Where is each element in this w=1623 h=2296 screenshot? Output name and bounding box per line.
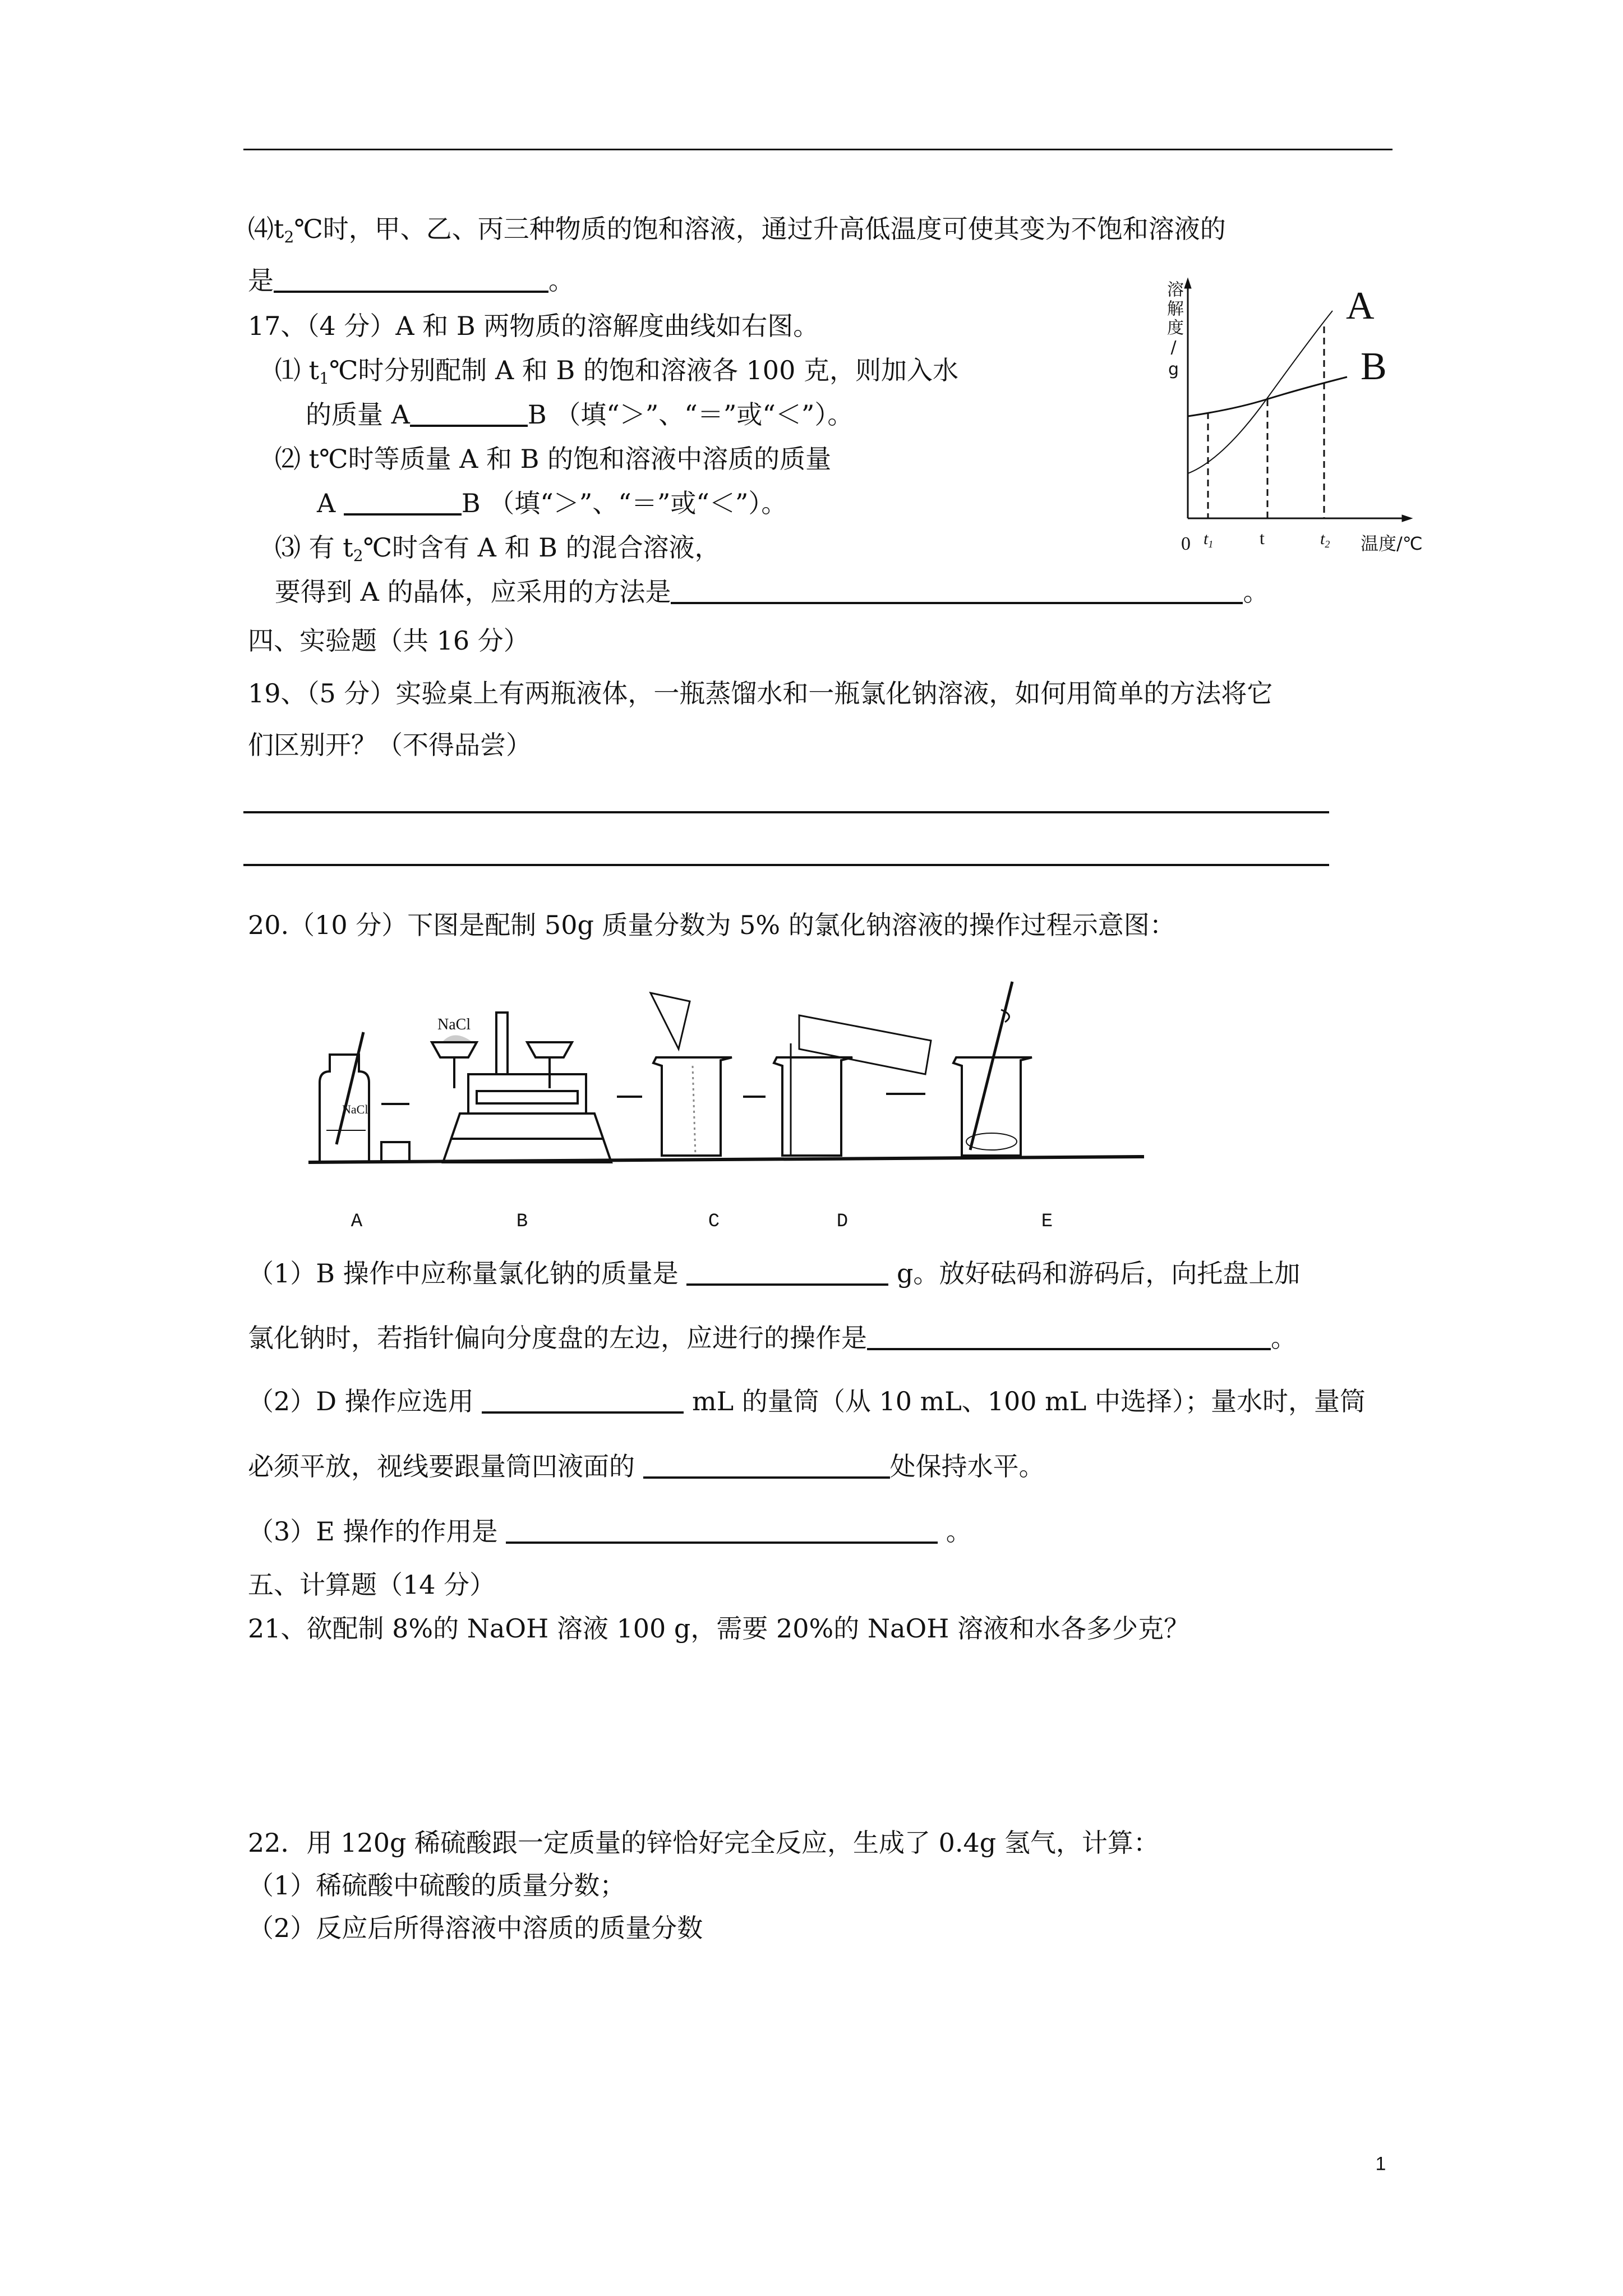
q22-title: 22．用 120g 稀硫酸跟一定质量的锌恰好完全反应，生成了 0.4g 氢气，计算： — [248, 1828, 1159, 1858]
text: ℃时，甲、乙、丙三种物质的饱和溶液，通过升高低温度可使其变为不饱和溶液的 — [294, 214, 1226, 244]
q21: 21、欲配制 8%的 NaOH 溶液 100 g，需要 20%的 NaOH 溶液和水各多少克？ — [248, 1613, 1189, 1644]
curve-A — [1188, 311, 1332, 473]
beaker-with-stirring-rod-icon — [953, 982, 1032, 1156]
table-line — [308, 1157, 1144, 1162]
text: ⑶ 有 t — [275, 532, 353, 563]
q17-p3-cont — [275, 575, 1269, 609]
text: ℃时分别配制 A 和 B 的饱和溶液各 100 克，则加入水 — [329, 355, 958, 385]
balance-icon — [432, 1013, 611, 1162]
y-axis-arrow — [1184, 278, 1191, 288]
page-number: 1 — [1375, 2153, 1386, 2175]
answer-blank[interactable] — [506, 1517, 938, 1544]
text: 的质量 A — [306, 399, 410, 430]
text: 。 — [548, 265, 574, 296]
text: 要得到 A 的晶体，应采用的方法是 — [275, 577, 671, 607]
text: 。 — [938, 1516, 972, 1547]
text: B （填“＞”、“＝”或“＜”）。 — [461, 488, 787, 518]
tick-subscript: 1 — [1208, 539, 1214, 550]
answer-line[interactable] — [243, 864, 1329, 866]
text: 。 — [1271, 1323, 1297, 1353]
text: 处保持水平。 — [889, 1451, 1045, 1481]
x-tick-t2 — [1320, 530, 1330, 550]
series-label-A: A — [1346, 284, 1375, 328]
x-tick-t: t — [1260, 528, 1265, 548]
text: （2）D 操作应选用 — [248, 1386, 482, 1416]
beaker-icon — [651, 993, 732, 1156]
tick-subscript: 2 — [1325, 539, 1330, 550]
header-rule — [243, 149, 1393, 150]
origin-label: 0 — [1181, 533, 1191, 554]
answer-blank[interactable] — [643, 1452, 890, 1479]
q22-p2: （2）反应后所得溶液中溶质的质量分数 — [248, 1913, 703, 1943]
text: 必须平放，视线要跟量筒凹液面的 — [248, 1451, 643, 1481]
section-5-heading: 五、计算题（14 分） — [248, 1570, 496, 1600]
tick-text: t — [1320, 530, 1325, 548]
tick-text: t — [1204, 530, 1209, 548]
solution-preparation-figure — [303, 976, 1144, 1167]
answer-line[interactable] — [243, 811, 1329, 813]
q20-title: 20.（10 分）下图是配制 50g 质量分数为 5% 的氯化钠溶液的操作过程示意图： — [248, 910, 1175, 940]
answer-blank[interactable] — [410, 400, 528, 427]
q17-p2: ⑵ t℃时等质量 A 和 B 的饱和溶液中溶质的质量 — [275, 444, 832, 474]
subscript: 1 — [319, 369, 329, 388]
q22-p1: （1）稀硫酸中硫酸的质量分数； — [248, 1870, 626, 1901]
nacl-balance-label: NaCl — [437, 1016, 471, 1033]
text: B （填“＞”、“＝”或“＜”）。 — [527, 399, 854, 430]
answer-blank[interactable] — [274, 266, 548, 293]
figure-label-C: C — [708, 1211, 720, 1232]
q19-line2: 们区别开？（不得品尝） — [248, 730, 532, 760]
series-label-B: B — [1361, 345, 1387, 388]
text: 氯化钠时，若指针偏向分度盘的左边，应进行的操作是 — [248, 1323, 867, 1353]
figure-label-B: B — [516, 1211, 528, 1232]
text: （3）E 操作的作用是 — [248, 1516, 506, 1547]
q17-p2-cont — [317, 486, 787, 520]
q17-title: 17、（4 分）A 和 B 两物质的溶解度曲线如右图。 — [248, 311, 819, 341]
reagent-bottle-icon — [320, 1032, 369, 1162]
text: mL 的量筒（从 10 mL、100 mL 中选择）；量水时，量筒 — [684, 1386, 1366, 1416]
figure-label-A: A — [351, 1211, 363, 1232]
weight-icon — [381, 1142, 409, 1161]
answer-blank[interactable] — [344, 489, 462, 516]
text: g。放好砝码和游码后，向托盘上加 — [888, 1258, 1301, 1289]
x-axis-arrow — [1402, 515, 1412, 522]
y-axis-label: 溶解度/g — [1164, 280, 1183, 381]
subscript: 2 — [284, 228, 294, 246]
q20-p1-cont — [248, 1321, 1297, 1355]
q20-p2-cont — [248, 1450, 1045, 1483]
q20-p2 — [248, 1384, 1366, 1418]
figure-label-D: D — [836, 1211, 849, 1232]
q17-p1-cont — [306, 398, 853, 431]
text: ⑴ t — [275, 355, 320, 385]
beaker-with-graduated-cylinder-icon — [774, 1015, 931, 1156]
solubility-chart — [1150, 269, 1486, 561]
q17-p3 — [275, 531, 721, 564]
x-tick-t1 — [1204, 530, 1213, 550]
x-axis-label: 温度/℃ — [1361, 533, 1423, 554]
subscript: 2 — [353, 546, 363, 565]
q16-4-line2 — [248, 264, 574, 297]
answer-blank[interactable] — [482, 1387, 684, 1414]
text: A — [317, 488, 344, 518]
text: （1）B 操作中应称量氯化钠的质量是 — [248, 1258, 687, 1289]
answer-blank[interactable] — [867, 1323, 1271, 1350]
text: 是 — [248, 265, 274, 296]
q20-p1 — [248, 1257, 1300, 1290]
text: ⑷t — [248, 214, 284, 244]
q20-p3 — [248, 1515, 972, 1548]
answer-blank[interactable] — [686, 1259, 888, 1286]
q19-line1: 19、（5 分）实验桌上有两瓶液体，一瓶蒸馏水和一瓶氯化钠溶液，如何用简单的方法将它 — [248, 678, 1273, 708]
text: ℃时含有 A 和 B 的混合溶液， — [363, 532, 721, 563]
q17-p1 — [275, 353, 958, 387]
figure-label-E: E — [1041, 1211, 1053, 1232]
nacl-bottle-label: NaCl — [342, 1102, 368, 1116]
answer-blank[interactable] — [671, 577, 1243, 604]
q16-4-line1 — [248, 212, 1226, 246]
curve-B — [1188, 377, 1347, 416]
section-4-heading: 四、实验题（共 16 分） — [248, 625, 529, 656]
text: 。 — [1243, 577, 1269, 607]
